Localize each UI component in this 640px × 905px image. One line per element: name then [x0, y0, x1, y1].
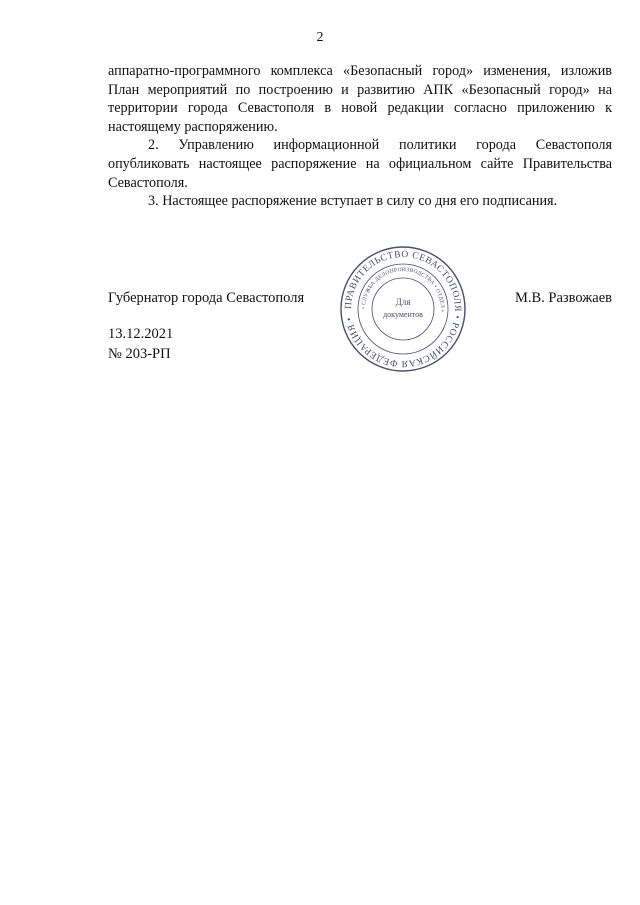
- seal-center-line-1: Для: [395, 297, 411, 307]
- signatory-title: Губернатор города Севастополя: [108, 290, 305, 306]
- page-number: 2: [316, 30, 324, 45]
- paragraph-1: аппаратно-программного комплекса «Безопасный город» изменения, изложив План мероприятий по построению и развитию АПК «Безопасный город» на территории города Севастополя в новой редакции согласно приложению к настоящему распоряжению.: [108, 63, 612, 135]
- seal-outer-ring: [341, 247, 465, 371]
- document-number: № 203-РП: [108, 346, 171, 362]
- document-body: [108, 62, 612, 211]
- seal-center-line-2: документов: [383, 310, 423, 319]
- paragraph-2: 2. Управлению информационной политики города Севастополя опубликовать настоящее распоряжение на официальном сайте Правительства Севастополя.: [108, 137, 612, 191]
- seal-middle-ring: [358, 264, 448, 354]
- seal-inner-ring: [372, 278, 434, 340]
- seal-outer-text: ПРАВИТЕЛЬСТВО СЕВАСТОПОЛЯ • РОССИЙСКАЯ ФЕДЕРАЦИЯ •: [343, 249, 463, 369]
- document-date: 13.12.2021: [108, 326, 174, 342]
- seal-inner-text: • СЛУЖБА ДЕЛОПРОИЗВОДСТВА • ОТДЕЛ •: [360, 266, 446, 313]
- paragraph-3: 3. Настоящее распоряжение вступает в силу со дня его подписания.: [148, 193, 558, 210]
- signatory-name: М.В. Развожаев: [514, 290, 612, 306]
- official-seal-icon: [338, 244, 468, 374]
